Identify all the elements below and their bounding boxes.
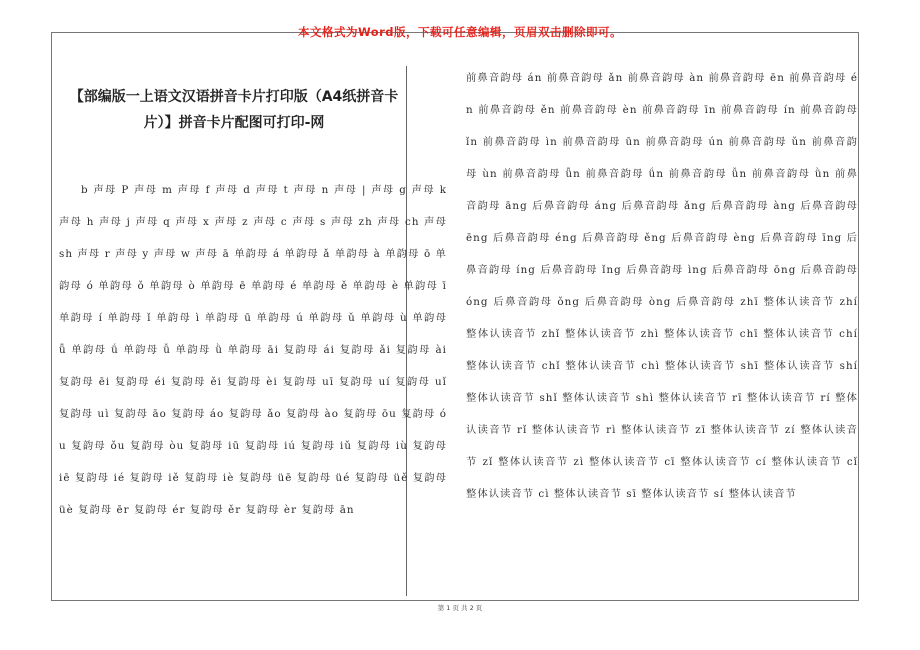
header-notice: 本文格式为Word版，下载可任意编辑，页眉双击删除即可。 bbox=[297, 25, 623, 39]
body-column-right: 前鼻音韵母 án 前鼻音韵母 ǎn 前鼻音韵母 àn 前鼻音韵母 ēn 前鼻音韵母 én 前鼻音韵母 ěn 前鼻音韵母 èn 前鼻音韵母 īn 前鼻音韵母 ín 前鼻音韵母 ǐn 前鼻音韵母 ìn 前鼻音韵母 ūn 前鼻音韵母 ún 前鼻音韵母 ǔn 前鼻音韵母 ùn 前鼻音韵母 ǖn 前鼻音韵母 ǘn 前鼻音韵母 ǚn 前鼻音韵母 ǜn 前鼻音韵母 āng 后鼻音韵母 áng 后鼻音韵母 ǎng 后鼻音韵母 àng 后鼻音韵母 ēng 后鼻音韵母 éng 后鼻音韵母 ěng 后鼻音韵母 èng 后鼻音韵母 īng 后鼻音韵母 íng 后鼻音韵母 ǐng 后鼻音韵母 ìng 后鼻音韵母 ōng 后鼻音韵母 óng 后鼻音韵母 ǒng 后鼻音韵母 òng 后鼻音韵母 zhī 整体认读音节 zhí 整体认读音节 zhǐ 整体认读音节 zhì 整体认读音节 chī 整体认读音节 chí 整体认读音节 chǐ 整体认读音节 chì 整体认读音节 shī 整体认读音节 shí 整体认读音节 shǐ 整体认读音节 shì 整体认读音节 rī 整体认读音节 rí 整体认读音节 rǐ 整体认读音节 rì 整体认读音节 zī 整体认读音节 zí 整体认读音节 zǐ 整体认读音节 zì 整体认读音节 cī 整体认读音节 cí 整体认读音节 cǐ 整体认读音节 cì 整体认读音节 sī 整体认读音节 sí 整体认读音节 bbox=[466, 72, 858, 500]
page-footer: 第 1 页 共 2 页 bbox=[437, 604, 483, 612]
body-column-left: b 声母 P 声母 m 声母 f 声母 d 声母 t 声母 n 声母 | 声母 g 声母 k 声母 h 声母 j 声母 q 声母 x 声母 z 声母 c 声母 s 声母 zh 声母 ch 声母 sh 声母 r 声母 y 声母 w 声母 ā 单韵母 á 单韵母 ǎ 单韵母 à 单韵母 ō 单韵母 ó 单韵母 ǒ 单韵母 ò 单韵母 ē 单韵母 é 单韵母 ě 单韵母 è 单韵母 ī 单韵母 í 单韵母 ǐ 单韵母 ì 单韵母 ū 单韵母 ú 单韵母 ǔ 单韵母 ù 单韵母 ǖ 单韵母 ǘ 单韵母 ǚ 单韵母 ǜ 单韵母 āi 复韵母 ái 复韵母 ǎi 复韵母 ài 复韵母 ēi 复韵母 éi 复韵母 ěi 复韵母 èi 复韵母 uī 复韵母 uí 复韵母 uǐ 复韵母 uì 复韵母 āo 复韵母 áo 复韵母 ǎo 复韵母 ào 复韵母 ōu 复韵母 óu 复韵母 ǒu 复韵母 òu 复韵母 iū 复韵母 iú 复韵母 iǔ 复韵母 iù 复韵母 iē 复韵母 ié 复韵母 iě 复韵母 iè 复韵母 üē 复韵母 üé 复韵母 üě 复韵母 üè 复韵母 ēr 复韵母 ér 复韵母 ěr 复韵母 èr 复韵母 ān bbox=[59, 184, 447, 516]
document-title: 【部编版一上语文汉语拼音卡片打印版（A4纸拼音卡片）】拼音卡片配图可打印-网 bbox=[69, 89, 399, 131]
